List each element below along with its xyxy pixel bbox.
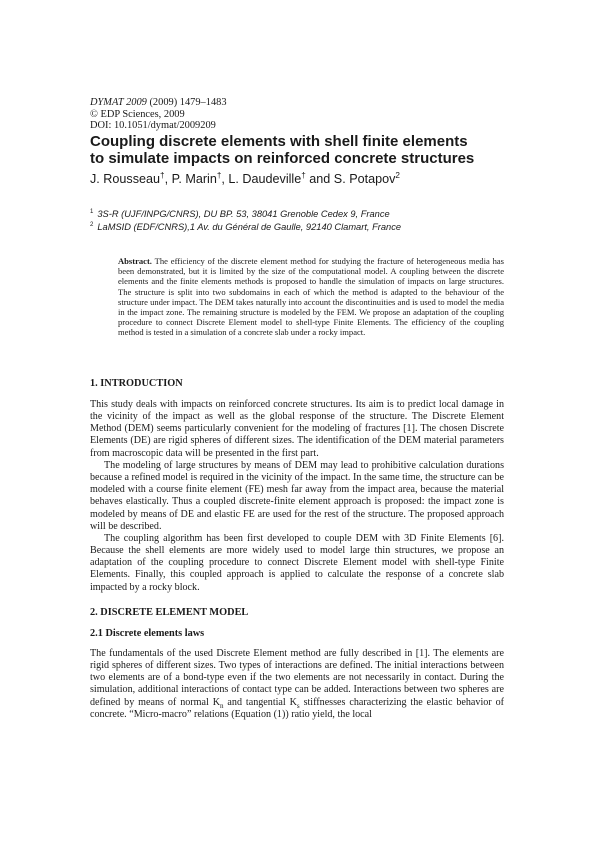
doi-line: DOI: 10.1051/dymat/2009209 (90, 120, 216, 132)
citation-line (90, 97, 510, 109)
dem-paragraph-1 (90, 648, 504, 721)
author-list (90, 172, 520, 186)
affiliation-1 (90, 209, 520, 219)
author-marin: , P. Marin (164, 172, 217, 186)
author-mark: † (301, 170, 306, 180)
author-daudeville: , L. Daudeville (221, 172, 302, 186)
publisher-line: © EDP Sciences, 2009 (90, 108, 185, 120)
affiliation-text: 3S-R (UJF/INPG/CNRS), DU BP. 53, 38041 Grenoble Cedex 9, France (97, 209, 390, 219)
affiliation-2 (90, 222, 520, 232)
dem-text-part: and tangential K (223, 696, 297, 708)
journal-name: DYMAT 2009 (90, 97, 147, 108)
paper-title (90, 134, 520, 167)
subscript-n: n (219, 701, 224, 710)
subsection-heading-discrete-elements-laws: 2.1 Discrete elements laws (90, 628, 205, 639)
abstract (118, 256, 504, 338)
author-potapov: and S. Potapov (305, 172, 396, 186)
title-line-1: Coupling discrete elements with shell finite elements (90, 133, 468, 150)
author-rousseau: J. Rousseau (90, 172, 161, 186)
journal-pages: (2009) 1479–1483 (146, 97, 227, 108)
dem-text-part: The fundamentals of the used Discrete Element method are fully described in [1]. The elements are rigid spheres of different sizes. Two types of interactions are defined. The initial interactions between two elements are of a bond-type even if the two elements are not necessarily in contact. During the simulation, additional interactions of contact type can be added. Interactions between two spheres are defined by means of normal K (90, 648, 504, 708)
author-mark: † (160, 170, 165, 180)
intro-paragraph-3: The coupling algorithm has been first developed to couple DEM with 3D Finite Elements [6]. Because the shell elements are more widely used to model large thin structures, we propose an adaptation of the coupling procedure to connect Discrete Element model with shell-type Finite Elements. Finally, this coupled approach is applied to calculate the response of a concrete slab impacted by a rocky block. (90, 533, 504, 593)
affiliation-text: LaMSID (EDF/CNRS),1 Av. du Général de Gaulle, 92140 Clamart, France (97, 222, 402, 232)
abstract-label: Abstract. (118, 256, 152, 266)
section-heading-introduction: 1. INTRODUCTION (90, 378, 183, 389)
dem-text-part: stiffnesses characterizing the elastic behavior of concrete. “Micro-macro” relations (Equation (1)) ratio yield, the local (90, 696, 504, 720)
affiliation-mark: 1 (90, 208, 94, 215)
author-mark: † (216, 170, 222, 180)
abstract-text: The efficiency of the discrete element method for studying the fracture of heterogeneous media has been demonstrated, but it is limited by the size of the computational model. A coupling between the discrete elements and the finite elements methods is proposed to handle the simulation of impacts on large structures. The structure is split into two subdomains in each of which the method is adapted to the behaviour of the structure under impact. The DEM takes naturally into account the discontinuities and is used to model the media in the impact zone. The remaining structure is modeled by the FEM. We propose an adaptation of the coupling procedure to connect Discrete Element model to shell-type Finite Elements. The efficiency of the coupling method is tested in a simulation of a concrete slab under a rocky impact. (118, 256, 504, 338)
title-line-2: to simulate impacts on reinforced concrete structures (90, 149, 475, 167)
affiliation-mark: 2 (90, 221, 94, 228)
author-mark: 2 (395, 170, 400, 180)
subscript-s: s (296, 701, 300, 710)
intro-paragraph-2: The modeling of large structures by means of DEM may lead to prohibitive calculation durations because a refined model is required in the vicinity of the impact. In the same time, the structure can be modeled with a course finite element (FE) mesh far away from the impact area, because the material behaves elastically. Thus a coupled discrete-finite element approach is proposed: the impact zone is modeled by means of DE and elastic FE are used for the rest of the structure. The proposed approach will be described. (90, 460, 504, 532)
intro-paragraph-1: This study deals with impacts on reinforced concrete structures. Its aim is to predict local damage in the vicinity of the impact as well as the global response of the structure. The Discrete Element Method (DEM) seems particularly convenient for the modeling of fractures [1]. The chosen Discrete Elements (DE) are rigid spheres of different sizes. The identification of the DEM material parameters from macroscopic data will be presented in the first part. (90, 399, 504, 459)
section-heading-discrete-element-model: 2. DISCRETE ELEMENT MODEL (90, 607, 249, 618)
journal-header (90, 97, 510, 132)
